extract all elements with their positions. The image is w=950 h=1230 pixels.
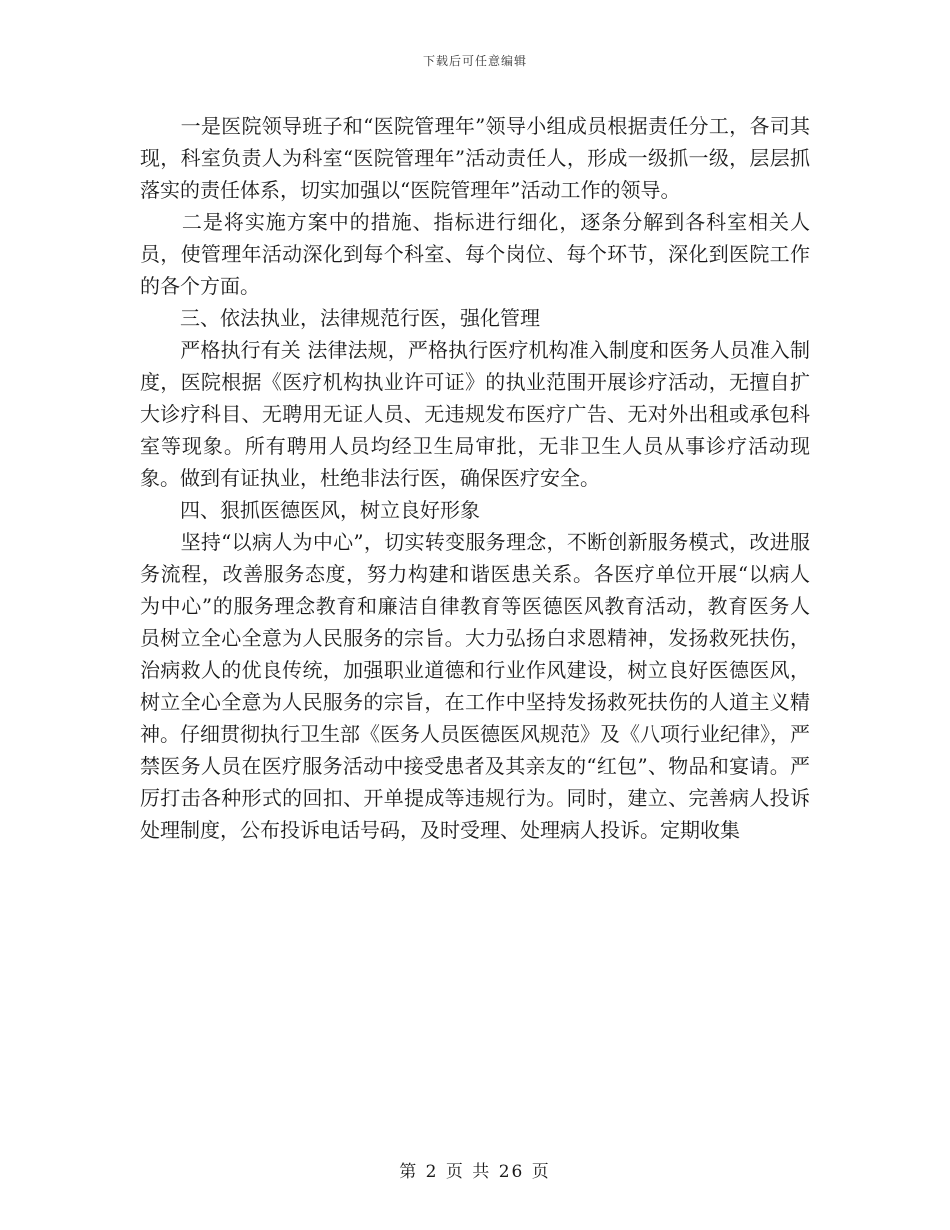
page-number-footer: 第 2 页 共 26 页 <box>399 1162 551 1182</box>
section-heading-4: 四、狠抓医德医风，树立良好形象 <box>140 498 480 522</box>
paragraph-1: 一是医院领导班子和“医院管理年”领导小组成员根据责任分工，各司其现，科室负责人为科室“医院管理年”活动责任人，形成一级抓一级，层层抓落实的责任体系，切实加强以“医院管理年”活动工作的领导。 <box>140 114 810 202</box>
section-heading-3: 三、依法执业，法律规范行医，强化管理 <box>140 306 540 330</box>
paragraph-2: 二是将实施方案中的措施、指标进行细化，逐条分解到各科室相关人员，使管理年活动深化到每个科室、每个岗位、每个环节，深化到医院工作的各个方面。 <box>140 210 810 298</box>
paragraph-4: 坚持“以病人为中心”，切实转变服务理念，不断创新服务模式，改进服务流程，改善服务态度，努力构建和谐医患关系。各医疗单位开展“以病人为中心”的服务理念教育和廉洁自律教育等医德医风教育活动，教育医务人员树立全心全意为人民服务的宗旨。大力弘扬白求恩精神，发扬救死扶伤，治病救人的优良传统，加强职业道德和行业作风建设，树立良好医德医风，树立全心全意为人民服务的宗旨，在工作中坚持发扬救死扶伤的人道主义精神。仔细贯彻执行卫生部《医务人员医德医风规范》及《八项行业纪律》，严禁医务人员在医疗服务活动中接受患者及其亲友的“红包”、物品和宴请。严厉打击各种形式的回扣、开单提成等违规行为。同时，建立、完善病人投诉处理制度，公布投诉电话号码，及时受理、处理病人投诉。定期收集 <box>140 530 810 842</box>
paragraph-3: 严格执行有关 法律法规，严格执行医疗机构准入制度和医务人员准入制度，医院根据《医疗机构执业许可证》的执业范围开展诊疗活动，无擅自扩大诊疗科目、无聘用无证人员、无违规发布医疗广告、无对外出租或承包科室等现象。所有聘用人员均经卫生局审批，无非卫生人员从事诊疗活动现象。做到有证执业，杜绝非法行医，确保医疗安全。 <box>140 338 810 490</box>
page-header: 下载后可任意编辑 <box>422 54 527 68</box>
document-body <box>140 110 810 846</box>
